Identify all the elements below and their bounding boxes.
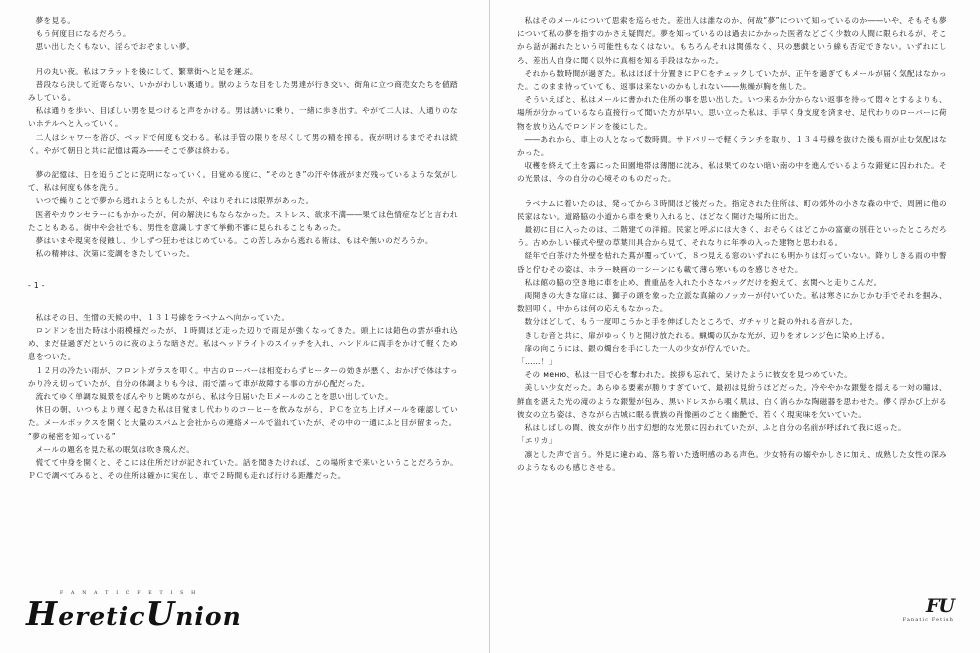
body-paragraph: 凛とした声で言う。外見に違わぬ、落ち着いた透明感のある声色。少女特有の嫋やかしさに加え、成熟した女性の深みのようなものも感じさせる。 — [517, 449, 947, 472]
body-paragraph: 収穫を終えて土を露にった田園地帯は薄闇に沈み、私は果てのない暗い南の中を進んでいるような錯覚に囚われた。その光景は、今の自分の心境そのものだった。 — [517, 161, 947, 184]
logo-mark: FU — [925, 595, 954, 617]
body-paragraph: 夢はいまや現実を侵蝕し、少しずつ狂わせはじめている。この苦しみから逃れる術は、もはや無いのだろうか。 — [35, 236, 433, 246]
column-divider — [489, 0, 490, 653]
body-paragraph: １２月の冷たい雨が、フロントガラスを叩く。中古のローバーは相変わらずヒーターの効きが悪く、おかげで体はすっかり冷え切っていたが、自分の体調よりも今は、雨で濡って車が故障する事の方が心配だった。 — [28, 365, 458, 388]
body-paragraph: 美しい少女だった。あらゆる要素が勝りすぎていて、最初は見紛うほどだった。冷ややかな銀髪を揺える一対の瞳は、鮮血を湛えた光の滝のような銀髪が包み、黒いドレスから覗く肌は、白く消らかな陶磁器を思わせた。儚く浮かび上がる彼女の立ち姿は、さながら古城に眠る貴族の肖像画のごとく幽艶で、若くく現実味を欠いていた。 — [517, 383, 947, 419]
body-paragraph: 休日の朝、いつもより遅く起きた私は目覚まし代わりのコーヒーを飲みながら、ＰＣを立ち上げメールを確認していた。メールボックスを開くと大量のスパムと会社からの連絡メールで溢れていたが、その中の一通にふと目が留まった。 — [28, 405, 458, 428]
logo-wordmark — [26, 594, 256, 633]
left-text-column — [28, 14, 458, 584]
paragraph-spacer — [28, 157, 458, 168]
body-paragraph: いつで繰りことで夢から逃れようともしたが、やはりそれには限界があった。 — [35, 196, 314, 206]
body-paragraph: “夢の秘密を知っている” — [28, 431, 117, 441]
body-paragraph: 私は通りを歩い、目ぼしい男を見つけると声をかける。男は誘いに乗り、一緒に歩き出す。やがて二人は、人通りのないホテルへと入っていく。 — [28, 106, 458, 129]
body-paragraph: 私はそのメールについて思索を巡らせた。差出人は誰なのか、何故“夢”について知っているのか――いや、そもそも夢について私の夢を指すのかさえ疑問だ。夢を知っているのは過去にかかった医者などごく少数の人間に限られるが、そこから話が漏れたという可能性もなくはない。もちろんそれは関係なく、只の悪戯という線も否定できない。いずれにしろ、差出人自身に聞く以外に真相を知る手段はなかった。 — [517, 16, 947, 65]
body-paragraph: その меню、私は一目で心を奪われた。挨拶も忘れて、呆けたように彼女を見つめていた。 — [524, 370, 853, 380]
body-paragraph: 月の丸い夜。私はフラットを後にして、繁華街へと足を運ぶ。 — [35, 66, 258, 76]
body-paragraph: 数分ほどして、もう一度叩こうかと手を伸ばしたところで、ガチャリと錠の外れる音がした。 — [524, 317, 858, 327]
body-paragraph: 私は館の脇の空き地に車を止め、貴重品を入れた小さなバッグだけを抱えて、玄関へと走りこんだ。 — [524, 277, 882, 287]
logo-word-nion: nion — [175, 602, 242, 631]
body-paragraph: 私はしばしの間、彼女が作り出す幻想的な光景に囚われていたが、ふと自分の名前が呼ばれて我に返った。 — [524, 423, 906, 433]
body-paragraph: 私の精神は、次第に変調をきたしていった。 — [35, 249, 195, 259]
right-text-column — [517, 14, 947, 584]
body-paragraph: 経年で白茶けた外壁を枯れた蔦が覆っていて、８つ見える窓のいずれにも明かりは灯っていない。降りしきる雨の中瞥昏と佇むその姿は、ホラー映画の一シーンにも載て薄ら寒いものを感じさせた。 — [517, 251, 947, 274]
body-paragraph: 普段なら決して近寄らない、いかがわしい裏通り。獣のような目をした男達が行き交い、街角に立つ商売女たちを値踏みしている。 — [28, 79, 458, 103]
logo-word-eretic: eretic — [58, 602, 146, 631]
body-paragraph: 慌てて中身を開くと、そこには住所だけが記されていた。話を聞きたければ、この場所まで来いということだろうか。ＰＣで調べてみると、その住所は確かに実在し、車で２時間も走れば行ける距離だった。 — [28, 458, 458, 481]
paragraph-spacer — [28, 54, 458, 65]
logo-word-h: H — [26, 594, 59, 633]
body-paragraph: 「……！」 — [517, 357, 557, 367]
logo-subtext: Fanatic Fetish — [902, 618, 954, 623]
body-paragraph: もう何度目になるだろう。 — [35, 29, 131, 39]
heretic-union-logo — [26, 591, 256, 639]
logo-word-u: U — [145, 594, 176, 633]
body-paragraph: 最初に目に入ったのは、二階建ての洋館。民家と呼ぶには大きく、おそらくはどこかの富豪の別荘といったところだろう。古めかしい様式や壁の草葉川具合から見て、それなりに年季の入った建物と思われる。 — [517, 225, 947, 248]
body-paragraph: 医者やカウンセラーにもかかったが、何の解決にもならなかった。ストレス、欲求不満――果ては色情症などと言われたこともある。街中や会社でも、男性を意識しすぎて挙動不審に見られることもあった。 — [28, 209, 458, 232]
body-paragraph: メールの題名を見た私の眠気は吹き飛んだ。 — [35, 444, 195, 454]
body-paragraph: 「エリカ」 — [517, 436, 557, 446]
body-paragraph: 夢の記憶は、日を追うごとに克明になっていく。目覚める度に、“そのとき”の汗や体液がまだ残っているような気がして、私は何度も体を洗う。 — [28, 170, 458, 193]
paragraph-spacer — [28, 300, 458, 311]
body-paragraph: 扉の向こうには、銀の燭台を手にした一人の少女が佇んでいた。 — [524, 343, 755, 353]
body-paragraph: ――あれから、車上の人となって数時間。サドバリーで軽くランチを取り、１３４号線を抜けた後も雨が止む気配はなかった。 — [517, 134, 947, 158]
body-paragraph: 私はその日、生憎の天候の中、１３１号線をラベナムへ向かっていた。 — [35, 312, 290, 322]
body-paragraph: 両開きの大きな扉には、獅子の頭を象った立派な真鍮のノッカーが付いていた。私は寒さにかじかむ手でそれを掴み、数回叩く。中からは何の応えもなかった。 — [517, 291, 947, 314]
page-number-marker: - 1 - — [28, 281, 45, 291]
body-paragraph: ロンドンを出た時は小雨模様だったが、１時間ほど走った辺りで雨足が強くなってきた。頭上には鉛色の雲が垂れ込め、まだ昼過ぎだというのに夜のような暗さだ。私はヘッドライトのスイッチを入れ、ハンドルに両手をかけて軽くため息をついた。 — [28, 326, 458, 362]
body-paragraph: ラベナムに着いたのは、発ってから３時間ほど後だった。指定された住所は、町の郊外の小さな森の中で、周囲に他の民家はない。道路脇の小道から車を乗り入れると、ほどなく開けた場所に出た。 — [517, 198, 947, 221]
logo-kicker: F A N A T I C F E T I S H — [60, 591, 199, 596]
body-paragraph: それから数時間が過ぎた。私はほぼ十分置きにＰＣをチェックしていたが、正午を過ぎてもメールが届く気配はなかった。このまま待っていても、返事は来ないのかもしれない――焦燥が胸を焦した。 — [517, 68, 947, 92]
body-paragraph: きしむ音と共に、扉がゆっくりと開け放たれる。蝋燭の仄かな光が、辺りをオレンジ色に染め上げる。 — [524, 330, 890, 340]
paragraph-spacer — [28, 260, 458, 271]
body-paragraph: 夢を見る。 — [35, 16, 76, 25]
body-paragraph: 二人はシャワーを浴び、ベッドで何度も交わる。私は手管の限りを尽くして男の精を搾る。夜が明けるまでそれは続く。やがて朝日と共に記憶は霞み――そこで夢は終わる。 — [28, 132, 458, 155]
body-paragraph: 流れてゆく単調な風景をぼんやりと眺めながら、私は今日届いたＥメールのことを思い出していた。 — [35, 392, 393, 402]
body-paragraph: そういえばと、私はメールに書かれた住所の事を思い出した。いつ来るか分からない返事を待って悶々とするよりも、場所が分かっているなら直接行って聞いた方が早い。思い立った私は、手早く身支度を済ませ、足代わりのローバーに荷物を放り込んでロンドンを後にした。 — [517, 95, 947, 131]
body-paragraph: 思い出したくもない、淫らでおぞましい夢。 — [35, 42, 195, 52]
paragraph-spacer — [517, 186, 947, 197]
fanatic-fetish-logo — [834, 597, 954, 637]
